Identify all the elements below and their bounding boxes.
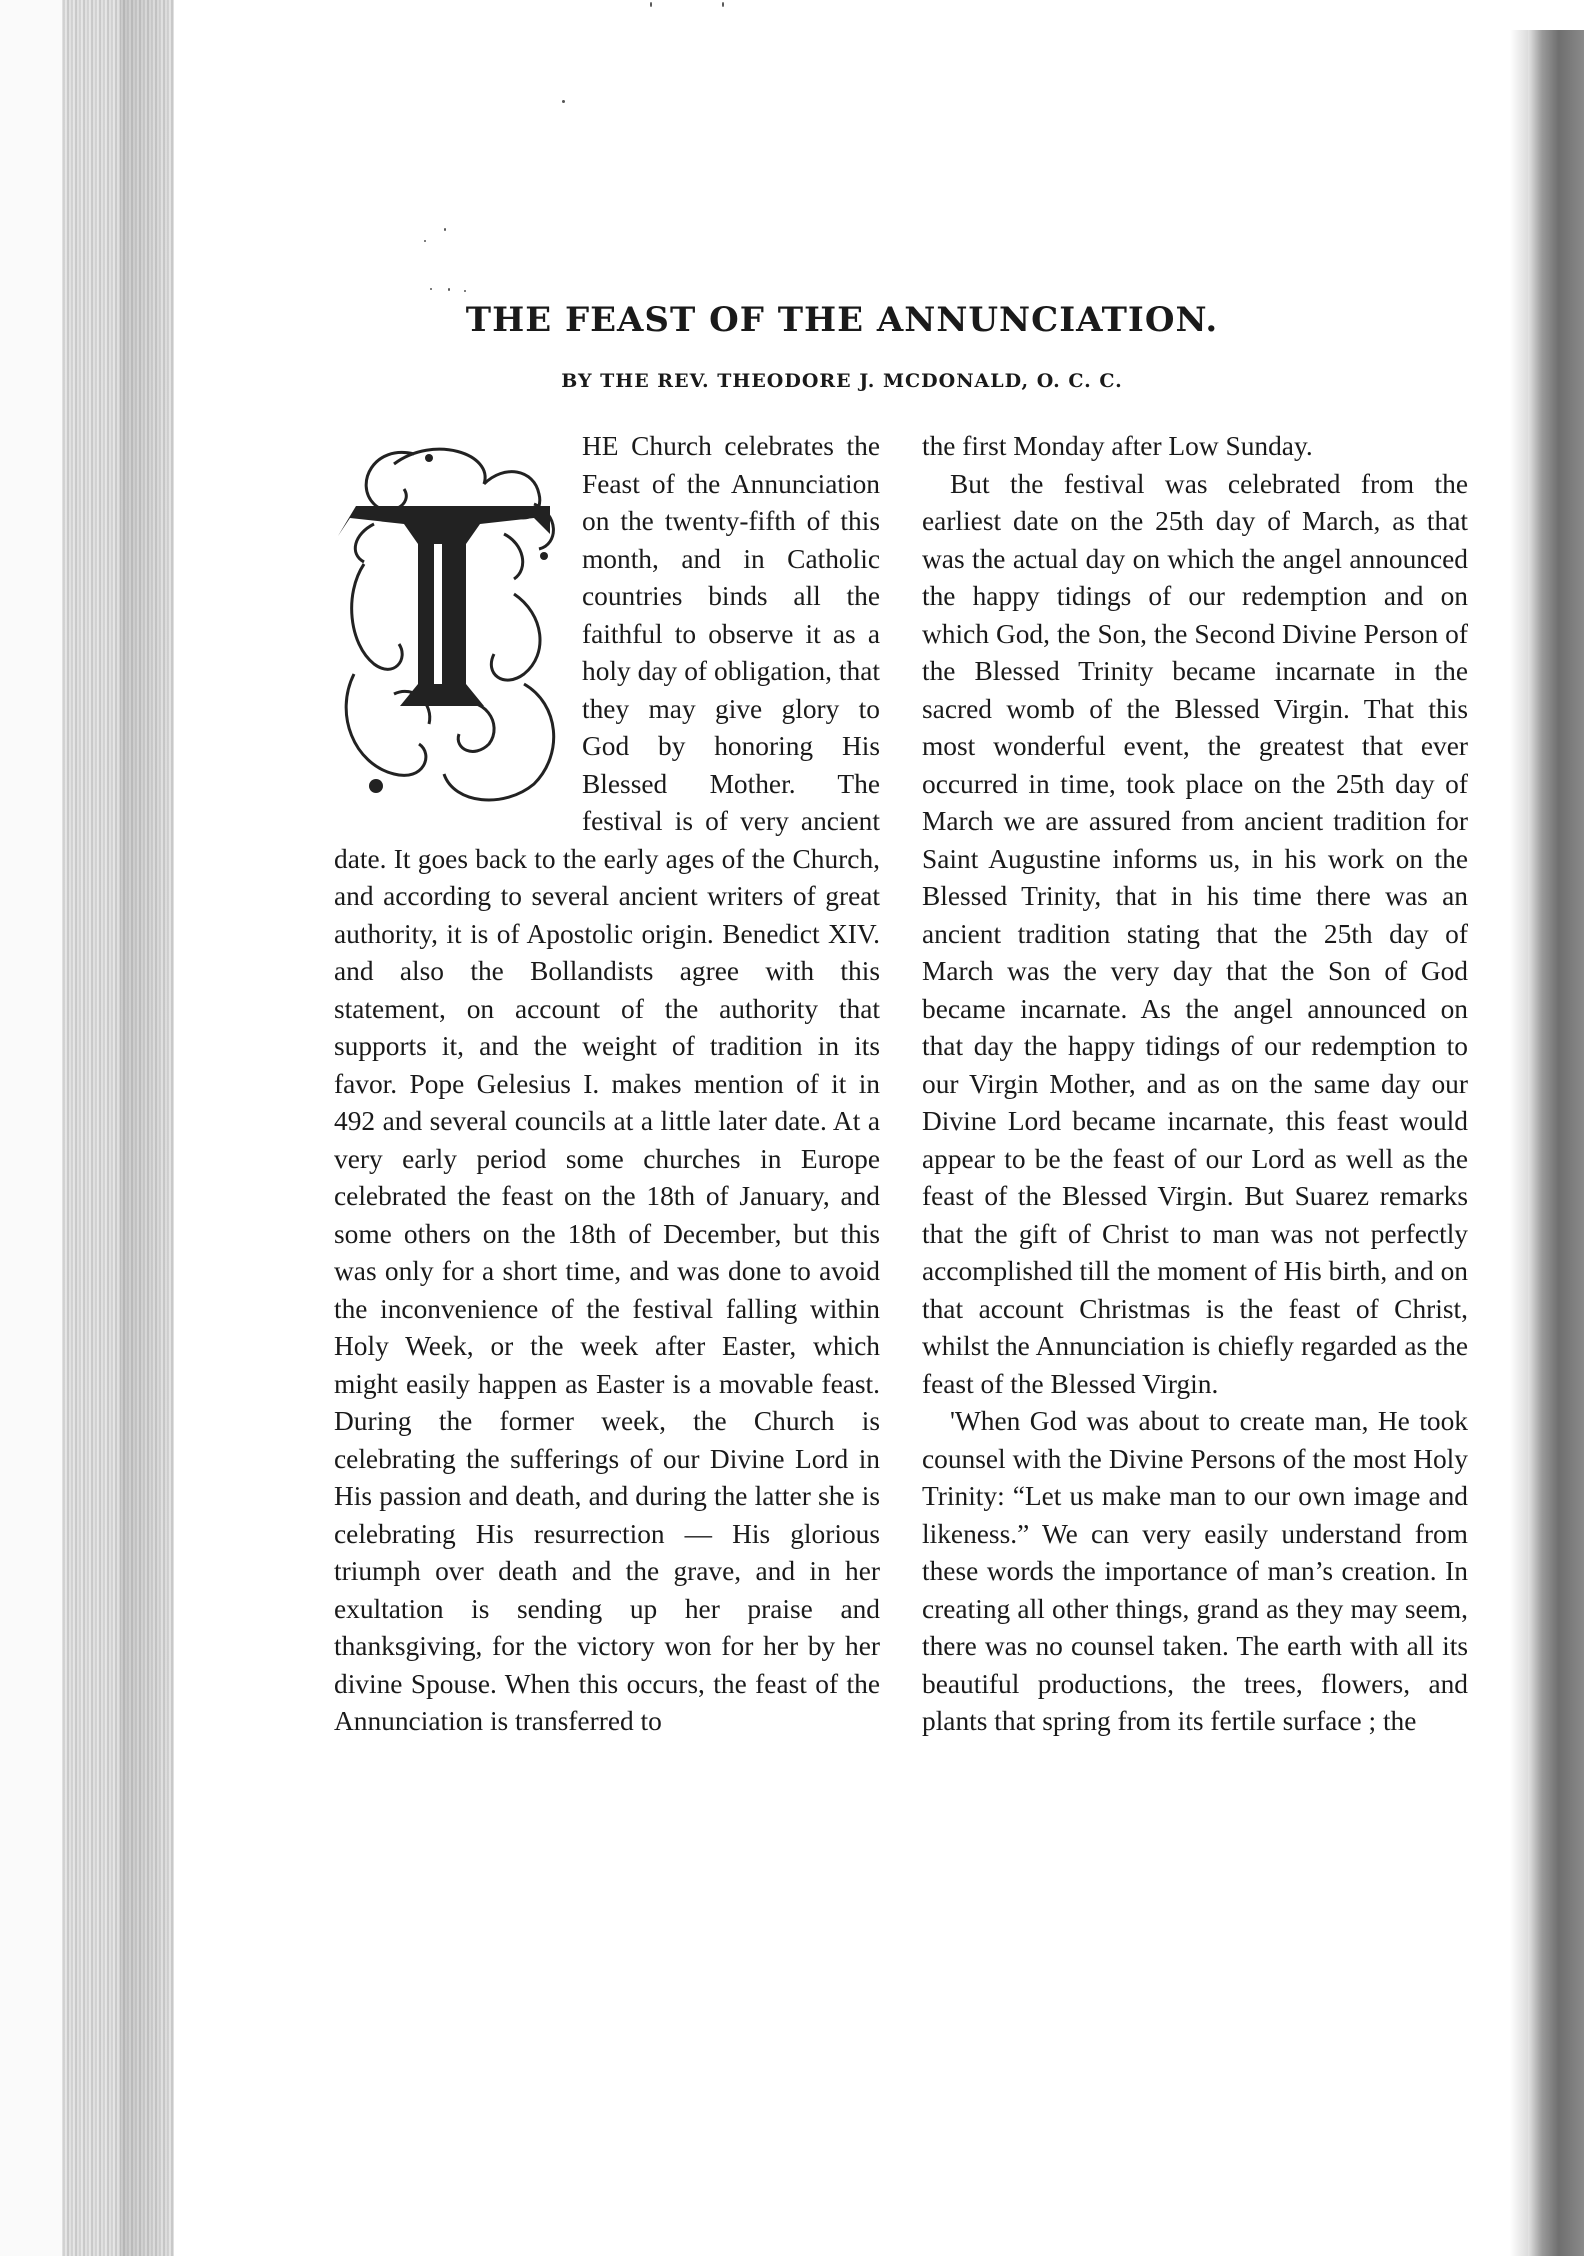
right-column-continuation: the first Monday after Low Sunday. [922,431,1313,461]
left-column-paragraph: HE Church celebrates the Feast of the Annunciation on the twenty-fifth of this month, and in Catholic countries binds all the faithful to observe it as a holy day of obligation, that they may give glory to God by honoring His Blessed Mother. The festival is of very ancient date. It goes back to the early ages of the Church, and according to several ancient writers of great authority, it is of Apostolic origin. Benedict XIV. and also the Bollandists agree with this statement, on account of the authority that supports it, and the weight of tradition in its favor. Pope Gelesius I. makes mention of it in 492 and several councils at a little later date. At a very early period some churches in Europe celebrated the feast on the 18th of January, and some others on the 18th of December, but this was only for a short time, and was done to avoid the inconvenience of the festival falling within Holy Week, or the week after Easter, which might easily happen as Easter is a movable feast. During the former week, the Church is celebrating the sufferings of our Divine Lord in His passion and death, and during the latter she is celebrating His resurrection — His glorious triumph over death and the grave, and in her exultation is sending up her praise and thanksgiving, for the victory won for her by her divine Spouse. When this occurs, the feast of the Annunciation is transferred to [334,431,880,1736]
ornamental-initial-t-image [334,444,572,814]
left-column [334,428,880,2118]
right-page-highlight [1510,30,1528,2256]
ornamental-drop-cap [334,444,572,814]
right-column-paragraph-2: But the festival was celebrated from the earliest date on the 25th day of March, as that was the actual day on which the angel announced the happy tidings of our redemption and on which God, the Son, the Second Divine Person of the Blessed Trinity became incarnate in the sacred womb of the Blessed Virgin. That this most wonderful event, the greatest that ever occurred in time, took place on the 25th day of March we are assured from ancient tradition for Saint Augustine informs us, in his work on the Blessed Trinity, that in his time there was an ancient tradition stating that the 25th day of March was the very day that the Son of God became incarnate. As the angel announced on that day the happy tidings of our redemption to our Virgin Mother, and as on the same day our Divine Lord became incarnate, this feast would appear to be the feast of our Lord as well as the feast of the Blessed Virgin. But Suarez remarks that the gift of Christ to man was not perfectly accomplished till the moment of His birth, and on that account Christmas is the feast of Christ, whilst the Annunciation is chiefly regarded as the feast of the Blessed Virgin. [922,468,1468,1399]
book-cover-edge [1528,30,1584,2256]
page-stack-shadow [120,0,174,2256]
book-page [174,0,1510,2256]
scan-left-margin [0,0,62,2256]
right-column [922,428,1468,2118]
right-column-paragraph-3: 'When God was about to create man, He took counsel with the Divine Persons of the most Holy Trinity: “Let us make man to our own image and likeness.” We can very easily understand from these words the importance of man’s creation. In creating all other things, grand as they may seem, there was no counsel taken. The earth with all its beautiful productions, the trees, flowers, and plants that spring from its fertile surface ; the [922,1406,1468,1736]
article-byline: BY THE REV. THEODORE J. MCDONALD, O. C. C. [561,370,1123,392]
article-title: THE FEAST OF THE ANNUNCIATION. [465,300,1219,340]
